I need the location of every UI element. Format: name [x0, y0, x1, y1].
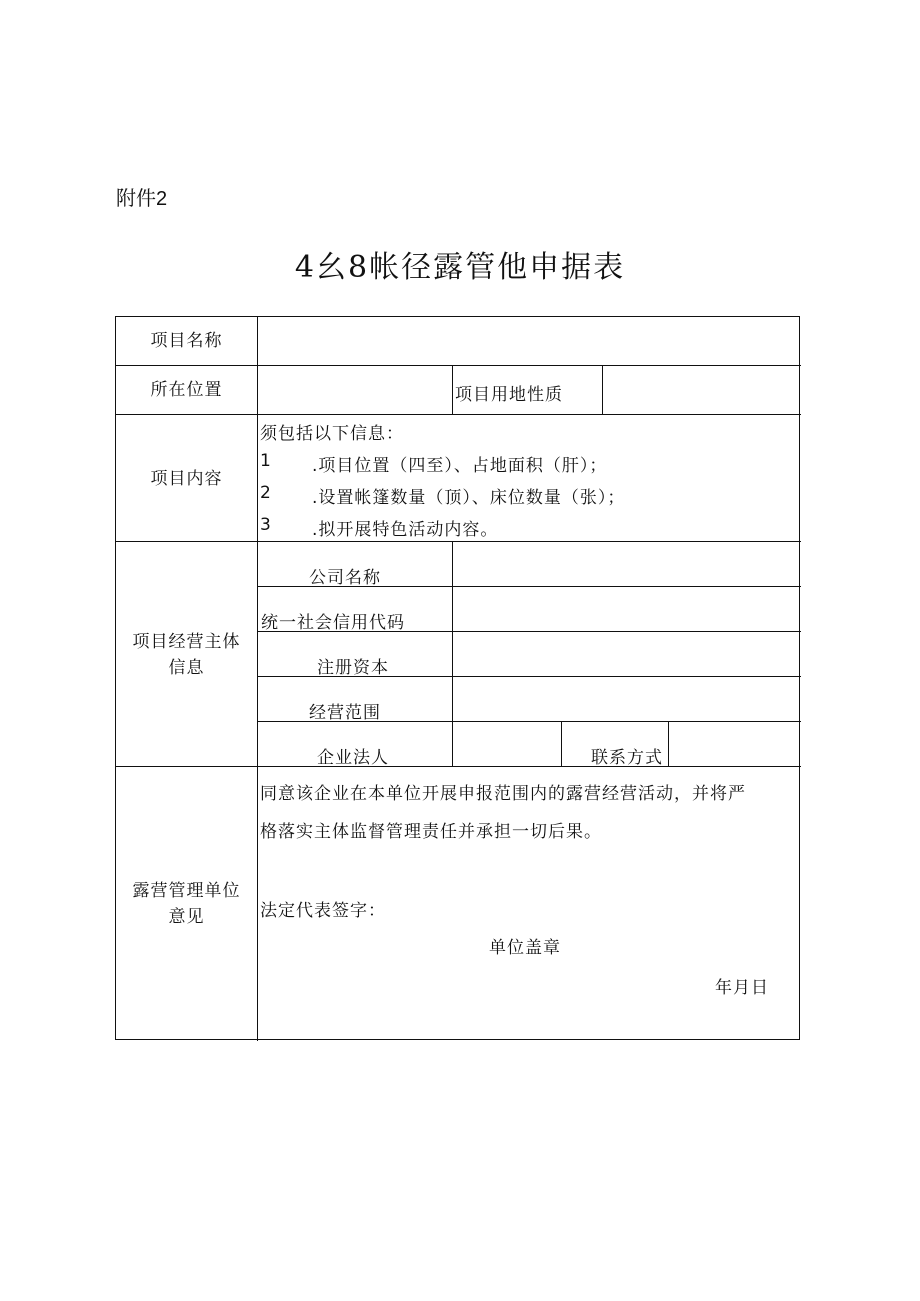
opinion-statement: 同意该企业在本单位开展申报范围内的露营经营活动，并将严: [260, 784, 746, 804]
content-item-number: 1: [260, 451, 271, 471]
content-intro: 须包括以下信息：: [260, 424, 404, 444]
column-divider: [561, 721, 562, 766]
content-item-number: 3: [260, 515, 271, 535]
form-title: 4幺8帐径露管他申据表: [294, 250, 626, 285]
column-divider: [452, 365, 453, 414]
business-scope-label: 经营范围: [309, 703, 381, 723]
registered-capital-label: 注册资本: [317, 658, 389, 678]
company-name-field[interactable]: [453, 542, 800, 585]
operator-info-label: 项目经营主体: [132, 632, 241, 652]
credit-code-field[interactable]: [453, 587, 800, 630]
legal-person-label: 企业法人: [317, 748, 389, 768]
contact-field[interactable]: [669, 722, 800, 765]
legal-person-field[interactable]: [453, 722, 560, 765]
opinion-label-line2: 意见: [168, 907, 205, 927]
row-divider: [116, 414, 801, 415]
project-name-label: 项目名称: [150, 331, 223, 351]
content-item-number: 2: [260, 483, 271, 503]
opinion-statement-line2: 格落实主体监督管理责任并承担一切后果。: [260, 822, 602, 842]
signature-label: 法定代表签字：: [260, 901, 386, 921]
attachment-label: 附件2: [116, 188, 168, 210]
company-name-label: 公司名称: [309, 568, 381, 588]
project-name-field[interactable]: [258, 318, 800, 364]
project-content-label: 项目内容: [150, 469, 223, 489]
land-use-label: 项目用地性质: [455, 385, 563, 405]
application-form-table: [115, 316, 800, 1040]
seal-label: 单位盖章: [489, 938, 561, 958]
content-item: .拟开展特色活动内容。: [312, 520, 499, 540]
registered-capital-field[interactable]: [453, 632, 800, 675]
land-use-field[interactable]: [603, 366, 800, 413]
content-item: .设置帐篷数量（顶）、床位数量（张）；: [312, 488, 626, 508]
business-scope-field[interactable]: [453, 677, 800, 720]
row-divider: [116, 766, 801, 767]
location-label: 所在位置: [150, 380, 223, 400]
operator-info-label-line2: 信息: [168, 658, 205, 678]
contact-label: 联系方式: [591, 748, 663, 768]
column-divider: [257, 317, 258, 1041]
credit-code-label: 统一社会信用代码: [261, 613, 405, 633]
date-label: 年月日: [715, 978, 769, 998]
opinion-label: 露营管理单位: [132, 881, 241, 901]
content-item: .项目位置（四至）、占地面积（肝）；: [312, 456, 608, 476]
location-field[interactable]: [258, 366, 451, 413]
